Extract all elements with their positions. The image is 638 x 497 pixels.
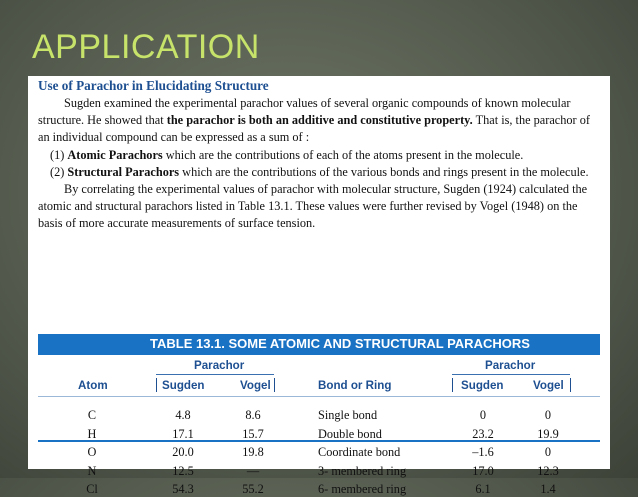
bracket (570, 378, 571, 392)
table-title-bar (38, 334, 600, 355)
table-cell-sugden2: –1.6 (472, 445, 494, 459)
table-cell-vogel: 19.8 (242, 445, 264, 459)
header-rule (38, 396, 600, 397)
slide-title: APPLICATION (32, 28, 260, 66)
group-header-right: Parachor (485, 359, 536, 372)
body-text (38, 95, 603, 233)
col-header-vogel: Vogel (240, 379, 271, 392)
table-cell-bond: 3- membered ring (318, 463, 407, 478)
table-cell-atom: H (87, 426, 97, 441)
group-underline-right (452, 374, 570, 375)
table-cell-sugden: 4.8 (175, 408, 191, 422)
table-cell-vogel2: 1.4 (540, 482, 556, 496)
table-cell-sugden: 20.0 (172, 445, 194, 459)
bracket (274, 378, 275, 392)
col-header-bond: Bond or Ring (318, 379, 392, 392)
paragraph-1 (38, 95, 603, 147)
item-number: (2) (50, 164, 68, 179)
col-header-vogel2: Vogel (533, 379, 564, 392)
col-header-sugden: Sugden (162, 379, 205, 392)
table-cell-vogel: 55.2 (242, 482, 264, 496)
table-cell-atom: Cl (86, 482, 98, 496)
table-cell-sugden2: 6.1 (475, 482, 491, 496)
table-cell-sugden2: 17.0 (472, 463, 494, 478)
table-cell-vogel: 15.7 (242, 426, 264, 441)
content-panel (28, 76, 610, 496)
table-cell-atom: C (87, 408, 97, 422)
para1-text: Sugden examined the experimental parachor values of several organic compounds of known molecular structure. He showed that (38, 96, 571, 128)
col-header-sugden2: Sugden (461, 379, 504, 392)
table-cell-vogel2: 0 (544, 445, 552, 459)
paragraph-2: By correlating the experimental values of parachor with molecular structure, Sugden (1924) calculated the atomic and structural parachors listed in Table 13.1. These values were further revised by Vogel (1948) on the basis of more accurate measurements of surface tension. (38, 182, 588, 231)
list-item (38, 164, 603, 181)
table-cell-vogel2: 19.9 (537, 426, 559, 441)
group-underline-left (156, 374, 274, 375)
table-cell-vogel: — (246, 463, 260, 478)
table-cell-bond: Double bond (318, 426, 382, 441)
table-cell-sugden2: 23.2 (472, 426, 494, 441)
item-text: which are the contributions of the various bonds and rings present in the molecule. (179, 164, 589, 179)
item-bold: Structural Parachors (67, 164, 180, 179)
table-cell-sugden2: 0 (479, 408, 487, 422)
group-header-left: Parachor (194, 359, 245, 372)
item-bold: Atomic Parachors (67, 147, 163, 162)
para1-text-end: That is, the parachor of an individual compound can be expressed as a sum of : (38, 113, 590, 145)
table-cell-sugden: 12.5 (172, 463, 194, 478)
bracket (452, 378, 453, 392)
table-cell-bond: Coordinate bond (318, 445, 401, 459)
para1-bold: the parachor is both an additive and constitutive property. (166, 113, 473, 128)
table-cell-bond: 6- membered ring (318, 482, 407, 496)
table-cell-bond: Single bond (318, 408, 378, 422)
bracket (156, 378, 157, 392)
table-title: TABLE 13.1. SOME ATOMIC AND STRUCTURAL PARACHORS (150, 336, 530, 351)
table-cell-vogel: 8.6 (245, 408, 261, 422)
table-cell-vogel2: 0 (544, 408, 552, 422)
section-heading: Use of Parachor in Elucidating Structure (38, 78, 269, 93)
item-number: (1) (50, 147, 68, 162)
col-header-atom: Atom (78, 379, 108, 392)
item-text: which are the contributions of each of the atoms present in the molecule. (162, 147, 524, 162)
table-cell-sugden: 17.1 (172, 426, 194, 441)
table-cell-atom: N (87, 463, 97, 478)
table-cell-atom: O (87, 445, 97, 459)
table-bottom-rule (38, 440, 600, 442)
table-cell-vogel2: 12.3 (537, 463, 559, 478)
list-item (38, 147, 603, 164)
table-cell-sugden: 54.3 (172, 482, 194, 496)
